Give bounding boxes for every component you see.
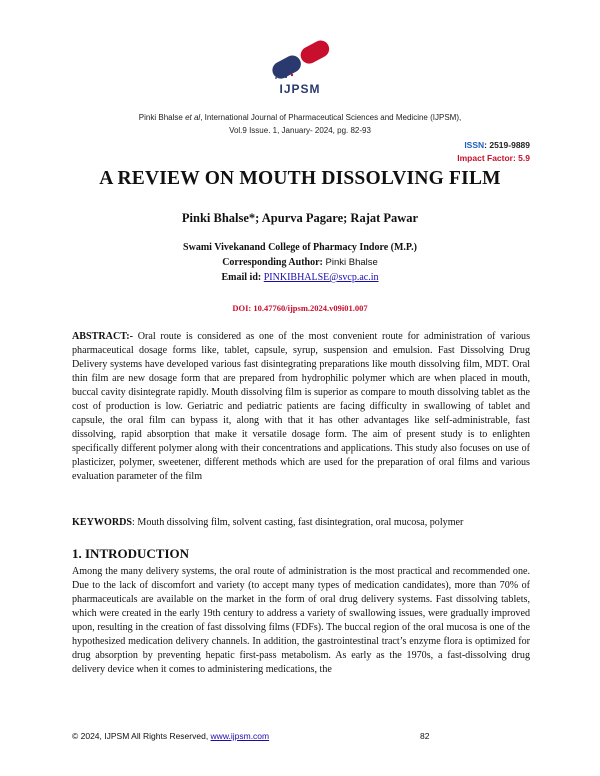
citation-line-2: Vol.9 Issue. 1, January- 2024, pg. 82-93 <box>229 126 371 135</box>
email-line: Email id: PINKIBHALSE@svcp.ac.in <box>221 272 379 283</box>
issn: ISSN: 2519-9889 <box>464 140 530 150</box>
citation-line-1: Pinki Bhalse et al, International Journal of Pharmaceutical Sciences and Medicine (IJPSM), <box>138 113 462 122</box>
page-number: 82 <box>420 731 430 741</box>
impact-factor: Impact Factor: 5.9 <box>457 153 530 163</box>
doi: DOI: 10.47760/ijpsm.2024.v09i01.007 <box>232 303 368 313</box>
section-heading: 1. INTRODUCTION <box>72 546 190 561</box>
capsule-pill-icon <box>262 40 340 80</box>
introduction-text: Among the many delivery systems, the oral route of administration is the most practical and recommended one. Due to the lack of discomfort and variety (to accept many types of medication candidates), more than 70% of pharmaceuticals are available on the market in the form of oral drug delivery systems. Fast dissolving tablets, which were created in the early 19th century to address a variety of swallowing issues, were gradually improved upon, resulting in the creation of fast dissolving films (FDFs). The buccal region of the oral mucosa is one of the hypothesized medication delivery channels. In addition, the gastrointestinal tract’s enzyme flora is optimized for drug absorption by preventing hepatic first-pass metabolism. As early as the 1970s, a fast-dissolving drug delivery device when it comes to administering medications, the <box>72 566 530 675</box>
site-link[interactable]: www.ijpsm.com <box>210 731 270 741</box>
email-link[interactable]: PINKIBHALSE@svcp.ac.in <box>263 272 379 283</box>
author-list: Pinki Bhalse*; Apurva Pagare; Rajat Pawar <box>181 211 419 225</box>
corresponding-author: Corresponding Author: Pinki Bhalse <box>222 257 378 268</box>
abstract: ABSTRACT:- Oral route is considered as one of the most convenient route for administration of various pharmaceutical dosage forms like, tablet, capsule, syrup, suspension and emulsion. Fast Dissolving Drug Delivery systems have developed various fast disintegrating preparations like mouth dissolving film, MDT. Oral thin film are new dosage form that are prepared from hydrophilic polymer which are when placed in mouth, buccal cavity disintegrate rapidly. Mouth dissolving film is superior as compare to mouth dissolving tablet as the cost of production is low. Geriatric and pediatric patients are facing difficulty in swallowing of tablet and capsule, the oral film can bypass it, along with that it has other advantages like self-administrable, fast dissolving, rapid absorption that make it versatile dosage form. The aim of present study is to enlighten specifically different polymer along with their concentrations and applications. This study also focuses on use of plasticizer, polymer, sweetener, different methods which are used for the preparation of oral films and various evaluation parameter of the film <box>72 331 530 482</box>
paper-title: A REVIEW ON MOUTH DISSOLVING FILM <box>99 168 501 189</box>
affiliation: Swami Vivekanand College of Pharmacy Indore (M.P.) <box>183 242 417 253</box>
journal-logo-text: IJPSM <box>279 82 321 96</box>
footer-copyright: © 2024, IJPSM All Rights Reserved, www.ijpsm.com <box>72 731 270 741</box>
keywords: KEYWORDS: Mouth dissolving film, solvent casting, fast disintegration, oral mucosa, polymer <box>72 517 464 528</box>
